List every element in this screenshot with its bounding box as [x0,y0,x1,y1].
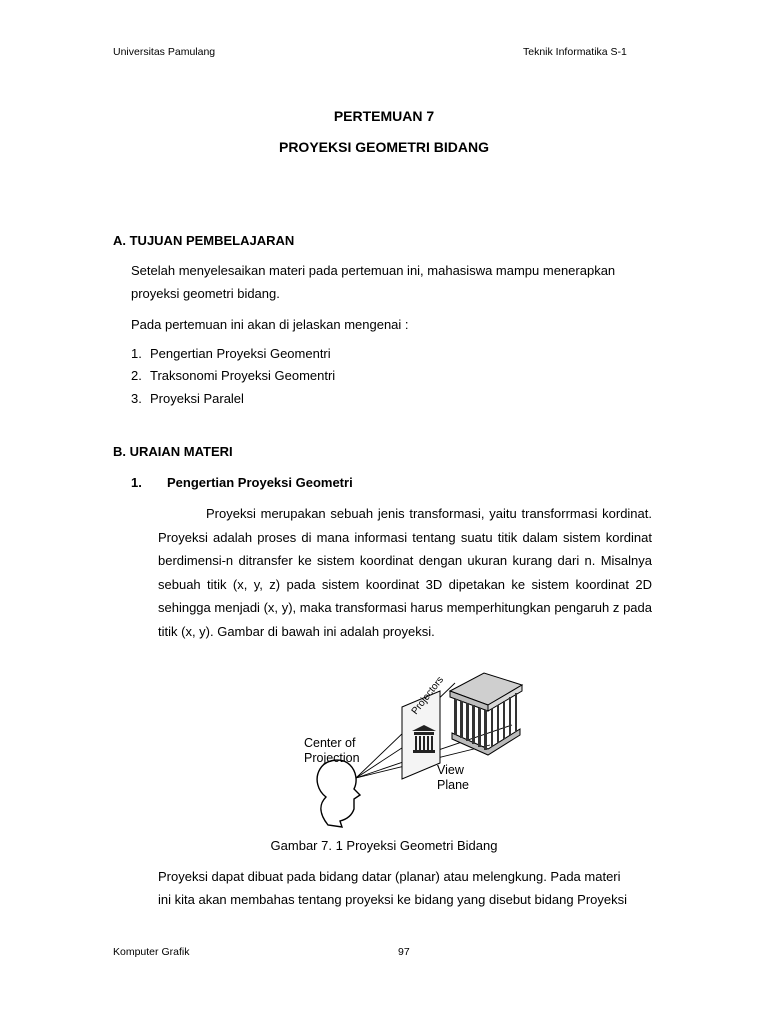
page-subtitle: PROYEKSI GEOMETRI BIDANG [278,139,490,155]
list-item: 1. Pengertian Proyeksi Geomentri [131,346,331,361]
paragraph-2-line1: Proyeksi dapat dibuat pada bidang datar (planar) atau melengkung. Pada materi [158,869,621,884]
header-right: Teknik Informatika S-1 [523,46,627,58]
figure-label-view: View [437,763,464,777]
projected-temple-icon [412,725,436,753]
paragraph-2-line2: ini kita akan membahas tentang proyeksi ke bidang yang disebut bidang Proyeksi [158,892,628,907]
list-item: 3. Proyeksi Paralel [131,391,244,406]
section-a-heading: A. TUJUAN PEMBELAJARAN [113,233,295,248]
figure-label-center-line1: Center of [304,736,356,750]
person-head [317,760,360,827]
figure-label-center-line2: Projection [304,751,360,765]
header-left: Universitas Pamulang [113,46,216,58]
subsection-title: Pengertian Proyeksi Geometri [167,475,353,490]
section-a-paragraph-line2: proyeksi geometri bidang. [131,286,280,301]
body-paragraph: Proyeksi merupakan sebuah jenis transformasi, yaitu transforrmasi kordinat. Proyeksi adalah proses di mana informasi tentang suatu titik dalam sistem kordinat berdimensi-n ditransfer ke sistem koordinat dengan ukuran kurang dari n. Misalnya sebuah titik (x, y, z) pada sistem koordinat 3D dipetakan ke sistem koordinat 2D sehingga menjadi (x, y), maka transformasi harus memperhitungkan pengaruh z pada titik (x, y). Gambar di bawah ini adalah proyeksi. [158,506,652,639]
figure-label-plane: Plane [437,778,469,792]
page-number: 97 [398,946,410,958]
list-item: 2. Traksonomi Proyeksi Geomentri [131,368,336,383]
subsection-number: 1. [131,475,142,490]
section-b-heading: B. URAIAN MATERI [113,444,233,459]
projectors-label: Projectors [409,674,447,717]
figure-caption: Gambar 7. 1 Proyeksi Geometri Bidang [270,838,498,853]
page-title: PERTEMUAN 7 [333,108,435,124]
section-a-paragraph-line1: Setelah menyelesaikan materi pada pertemuan ini, mahasiswa mampu menerapkan [131,263,616,278]
footer-left: Komputer Grafik [113,946,190,958]
section-a-intro: Pada pertemuan ini akan di jelaskan mengenai : [131,317,409,332]
